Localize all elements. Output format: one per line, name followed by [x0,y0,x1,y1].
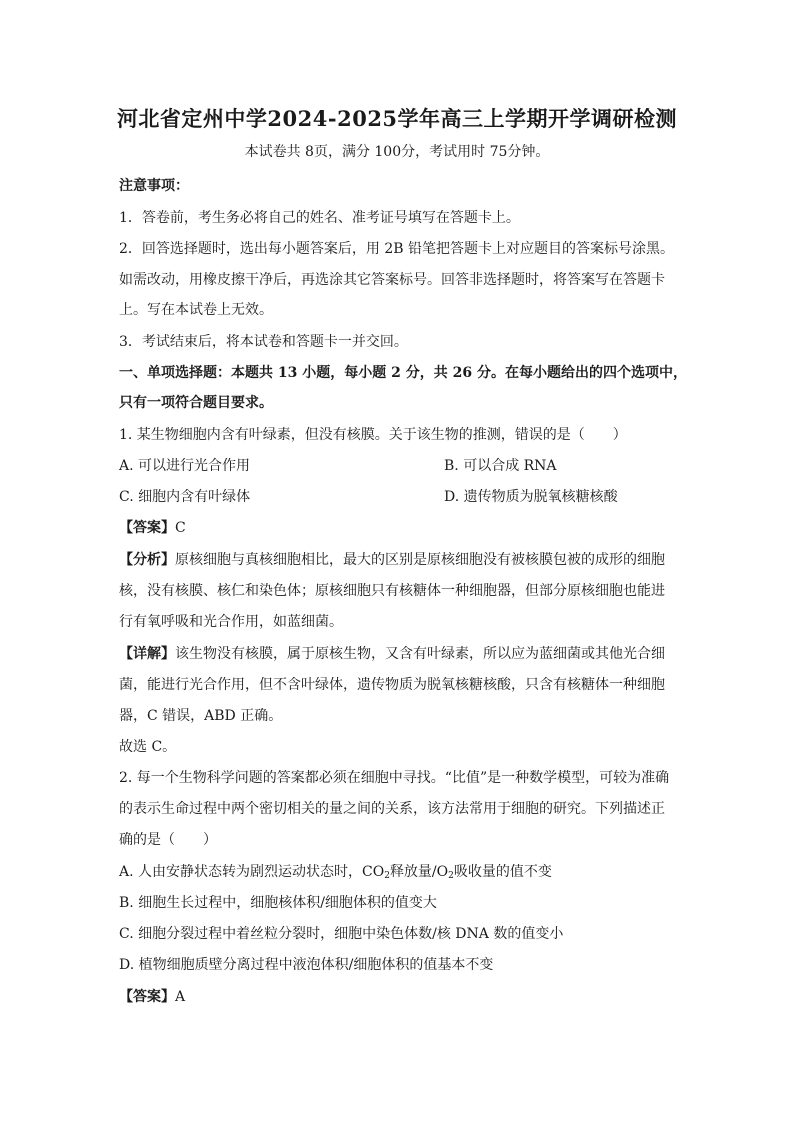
q2-option-a-text: A. 人由安静状态转为剧烈运动状态时，CO [119,864,385,880]
detail-tag: 【详解】 [119,646,175,662]
q1-answer [119,518,679,538]
answer-value: C [175,520,186,536]
q2-option-c: C. 细胞分裂过程中着丝粒分裂时，细胞中染色体数/核 DNA 数的值变小 [119,926,564,942]
answer-tag: 【答案】 [119,989,175,1005]
q1-option-a: A. 可以进行光合作用 [119,458,251,474]
note-item-1: 1．答卷前，考生务必将自己的姓名、准考证号填写在答题卡上。 [119,210,520,226]
q1-conclusion: 故选 C。 [119,739,177,755]
answer-tag: 【答案】 [119,520,175,536]
analysis-tag: 【分析】 [119,552,175,568]
detail-text: 该生物没有核膜，属于原核生物，又含有叶绿素，所以应为蓝细菌或其他光合细 [175,646,665,662]
q1-analysis-line-2: 核，没有核膜、核仁和染色体；原核细胞只有核糖体一种细胞器，但部分原核细胞也能进 [119,583,665,599]
note-item-2-cont: 如需改动，用橡皮擦干净后，再选涂其它答案标号。回答非选择题时，将答案写在答题卡 [119,272,665,288]
question-2-stem: 2. 每一个生物科学问题的答案都必须在细胞中寻找。“比值”是一种数学模型，可较为准确 [119,770,670,786]
note-item-2: 2．回答选择题时，选出每小题答案后，用 2B 铅笔把答题卡上对应题目的答案标号涂黑。 [119,241,675,257]
note-item-2-end: 上。写在本试卷上无效。 [119,302,273,318]
q1-detail [119,644,679,664]
section-heading-cont: 只有一项符合题目要求。 [119,395,273,411]
q2-answer [119,987,679,1007]
question-1-stem: 1. 某生物细胞内含有叶绿素，但没有核膜。关于该生物的推测，错误的是（ ） [119,427,627,443]
notes-heading: 注意事项： [119,178,189,194]
q1-detail-line-3: 器，C 错误，ABD 正确。 [119,708,283,724]
q1-analysis [119,550,679,570]
question-2-stem-line-2: 的表示生命过程中两个密切相关的量之间的关系，该方法常用于细胞的研究。下列描述正 [119,801,665,817]
question-2-stem-line-3: 确的是（ ） [119,832,217,848]
q2-option-a-text-end: 吸收量的值不变 [453,864,552,880]
q2-option-b: B. 细胞生长过程中，细胞核体积/细胞体积的值变大 [119,895,437,911]
q1-option-c: C. 细胞内含有叶绿体 [119,489,251,505]
analysis-text: 原核细胞与真核细胞相比，最大的区别是原核细胞没有被核膜包被的成形的细胞 [175,552,665,568]
q2-option-a-text-mid: 释放量/O [389,864,449,880]
q2-option-a [119,862,679,882]
q1-option-d: D. 遗传物质为脱氧核糖核酸 [444,489,618,505]
answer-value: A [175,989,186,1005]
q1-analysis-line-3: 行有氧呼吸和光合作用，如蓝细菌。 [119,614,343,630]
subscript: 2 [384,871,390,881]
exam-info: 本试卷共 8页，满分 100分，考试用时 75分钟。 [244,144,550,160]
q2-option-d: D. 植物细胞质壁分离过程中液泡体积/细胞体积的值基本不变 [119,957,494,973]
section-heading: 一、单项选择题：本题共 13 小题，每小题 2 分，共 26 分。在每小题给出的四个选项中， [119,365,687,381]
page-title: 河北省定州中学2024-2025学年高三上学期开学调研检测 [116,106,678,131]
q1-detail-line-2: 菌，能进行光合作用，但不含叶绿体，遗传物质为脱氧核糖核酸，只含有核糖体一种细胞 [119,677,665,693]
q1-option-b: B. 可以合成 RNA [444,458,557,474]
subscript: 2 [448,871,454,881]
note-item-3: 3．考试结束后，将本试卷和答题卡一并交回。 [119,334,408,350]
